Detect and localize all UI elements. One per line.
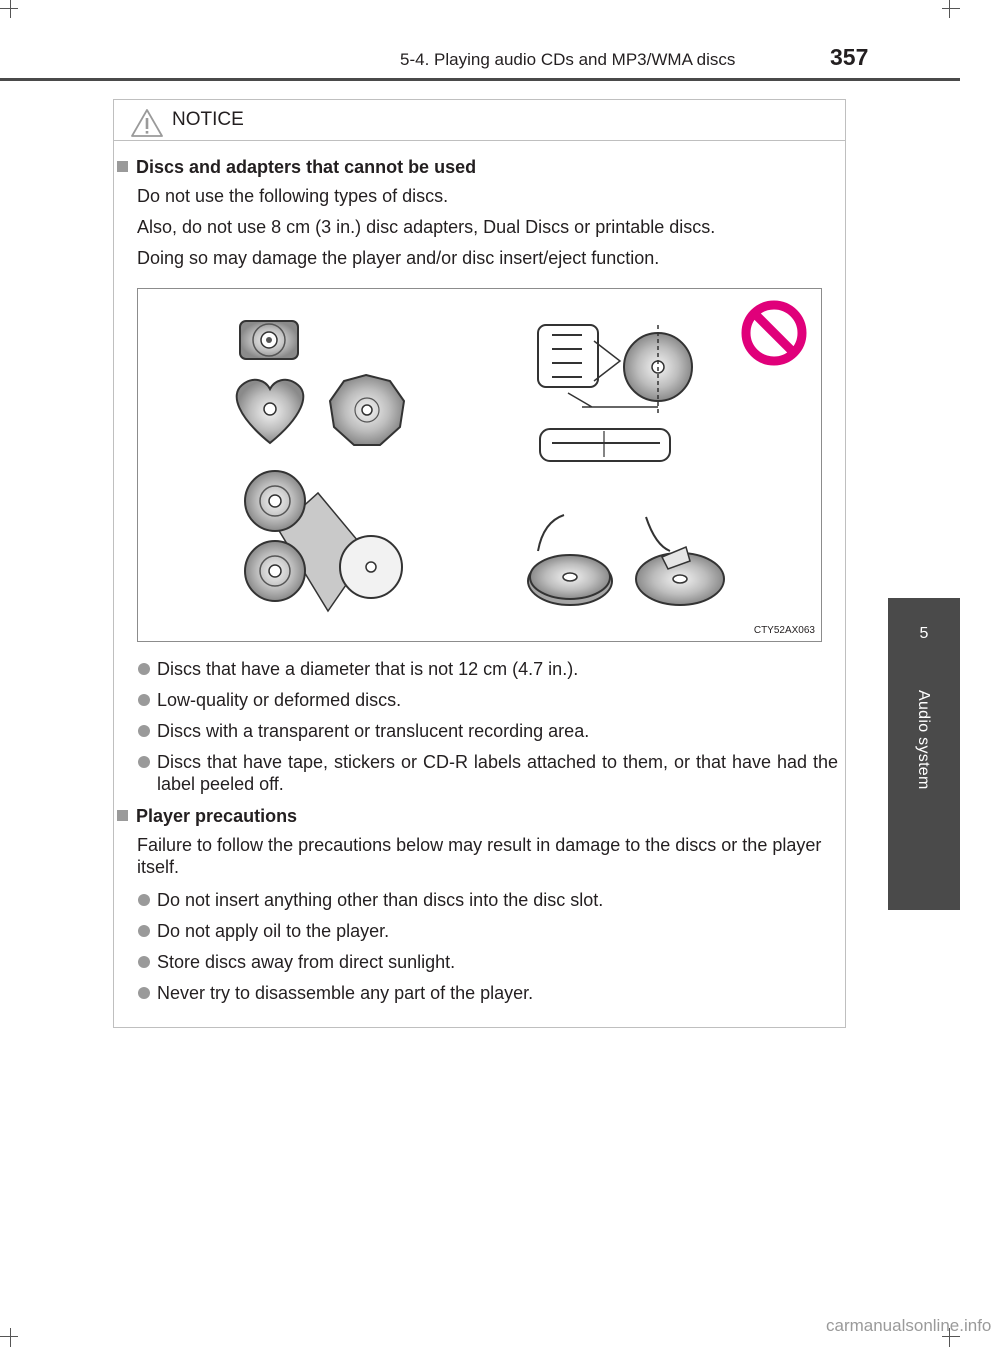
section-heading-text: Discs and adapters that cannot be used: [136, 157, 477, 177]
list-item: Discs that have a diameter that is not 12 cm (4.7 in.).: [137, 658, 838, 680]
square-disc-icon: [240, 321, 298, 359]
section-heading: [117, 157, 476, 178]
heart-disc-icon: [237, 380, 304, 443]
list-item: Store discs away from direct sunlight.: [137, 951, 838, 973]
warning-triangle-icon: [130, 108, 164, 138]
bullet-icon: [138, 725, 150, 737]
bullet-icon: [138, 894, 150, 906]
bullet-icon: [138, 956, 150, 968]
polygon-disc-icon: [330, 375, 404, 445]
chapter-label: Audio system: [915, 690, 932, 790]
crop-mark: [0, 8, 18, 9]
bullet-icon: [138, 663, 150, 675]
section-heading-text: Player precautions: [136, 806, 298, 826]
taped-disc-icon: [636, 517, 724, 605]
bullet-icon: [138, 756, 150, 768]
section-title: 5-4. Playing audio CDs and MP3/WMA discs: [400, 50, 736, 69]
list-item: Discs with a transparent or translucent recording area.: [137, 720, 838, 742]
footer-watermark: carmanualsonline.info: [826, 1316, 991, 1335]
page-number: 357: [830, 44, 869, 70]
list-item: Never try to disassemble any part of the player.: [137, 982, 838, 1004]
section-heading: [117, 806, 297, 827]
prohibited-icon: [746, 305, 802, 361]
list-item: Do not insert anything other than discs into the disc slot.: [137, 889, 838, 911]
bullet-icon: [138, 987, 150, 999]
crop-mark: [10, 1328, 11, 1347]
disc-cross-section-icon: [538, 325, 692, 461]
crop-mark: [942, 8, 960, 9]
crop-mark: [942, 1336, 960, 1337]
paragraph: Doing so may damage the player and/or disc insert/eject function.: [137, 248, 660, 268]
notice-label: NOTICE: [172, 109, 244, 130]
square-bullet-icon: [117, 810, 128, 821]
bullet-icon: [138, 694, 150, 706]
crop-mark: [0, 1336, 18, 1337]
paragraph: Also, do not use 8 cm (3 in.) disc adapters, Dual Discs or printable discs.: [137, 217, 716, 237]
header-rule: [0, 78, 960, 81]
list-item: Discs that have tape, stickers or CD-R labels attached to them, or that have had the label peeled off.: [137, 751, 838, 795]
figure-code: CTY52AX063: [753, 625, 815, 636]
warped-disc-icon: [528, 515, 612, 605]
disc-adapter-icon: [245, 471, 402, 611]
bullet-icon: [138, 925, 150, 937]
chapter-number-tab[interactable]: 5: [888, 598, 960, 680]
paragraph: Do not use the following types of discs.: [137, 186, 449, 206]
unusable-discs-figure: [137, 288, 822, 642]
paragraph: Failure to follow the precautions below may result in damage to the discs or the player itself.: [137, 835, 822, 877]
notice-header: [114, 100, 845, 141]
discs-illustration: [138, 289, 821, 641]
crop-mark: [10, 0, 11, 18]
chapter-label-tab[interactable]: [888, 680, 960, 910]
list-item: Low-quality or deformed discs.: [137, 689, 838, 711]
crop-mark: [949, 0, 950, 18]
list-item: Do not apply oil to the player.: [137, 920, 838, 942]
square-bullet-icon: [117, 161, 128, 172]
